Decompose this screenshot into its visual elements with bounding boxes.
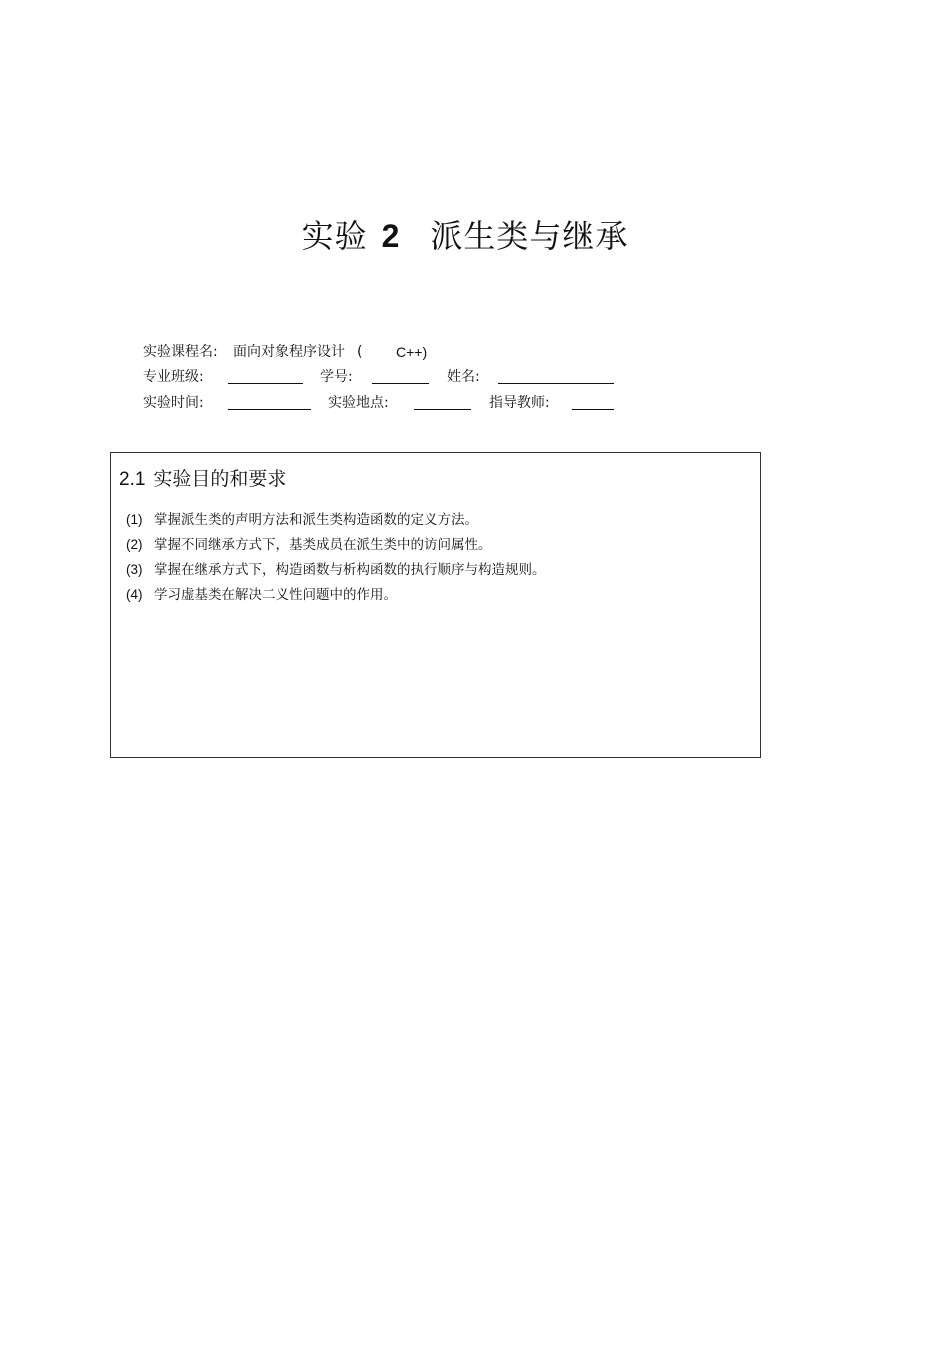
list-item-index: (4) bbox=[126, 587, 143, 602]
student-id-blank bbox=[372, 383, 429, 384]
list-item-index: (1) bbox=[126, 512, 143, 527]
teacher-blank bbox=[572, 409, 614, 410]
section-number: 2.1 bbox=[119, 469, 146, 490]
time-label: 实验时间: bbox=[143, 395, 204, 411]
course-value: 面向对象程序设计 bbox=[233, 344, 345, 360]
list-item-text: 掌握不同继承方式下，基类成员在派生类中的访问属性。 bbox=[154, 537, 492, 553]
course-lang: C++) bbox=[396, 344, 428, 360]
requirements-list bbox=[126, 507, 546, 607]
section-heading bbox=[119, 465, 286, 494]
location-label: 实验地点: bbox=[328, 395, 389, 411]
name-label: 姓名: bbox=[447, 369, 480, 385]
time-blank bbox=[228, 409, 311, 410]
title-number: 2 bbox=[381, 218, 401, 254]
course-label: 实验课程名: bbox=[143, 344, 218, 360]
class-blank bbox=[228, 383, 303, 384]
list-item-index: (3) bbox=[126, 562, 143, 577]
student-id-label: 学号: bbox=[320, 369, 353, 385]
section-heading-text: 实验目的和要求 bbox=[153, 468, 287, 490]
list-item bbox=[126, 507, 546, 532]
title-text: 派生类与继承 bbox=[430, 217, 629, 255]
list-item bbox=[126, 557, 546, 582]
page-title bbox=[0, 212, 930, 260]
list-item bbox=[126, 582, 546, 607]
teacher-label: 指导教师: bbox=[489, 395, 550, 411]
list-item bbox=[126, 532, 546, 557]
title-prefix: 实验 bbox=[301, 217, 368, 255]
objectives-box bbox=[110, 452, 761, 758]
location-blank bbox=[414, 409, 471, 410]
name-blank bbox=[498, 383, 614, 384]
course-paren-open: ( bbox=[357, 344, 363, 360]
list-item-text: 掌握派生类的声明方法和派生类构造函数的定义方法。 bbox=[154, 512, 478, 528]
list-item-text: 掌握在继承方式下，构造函数与析构函数的执行顺序与构造规则。 bbox=[154, 562, 546, 578]
list-item-text: 学习虚基类在解决二义性问题中的作用。 bbox=[154, 587, 397, 603]
list-item-index: (2) bbox=[126, 537, 143, 552]
class-label: 专业班级: bbox=[143, 369, 204, 385]
